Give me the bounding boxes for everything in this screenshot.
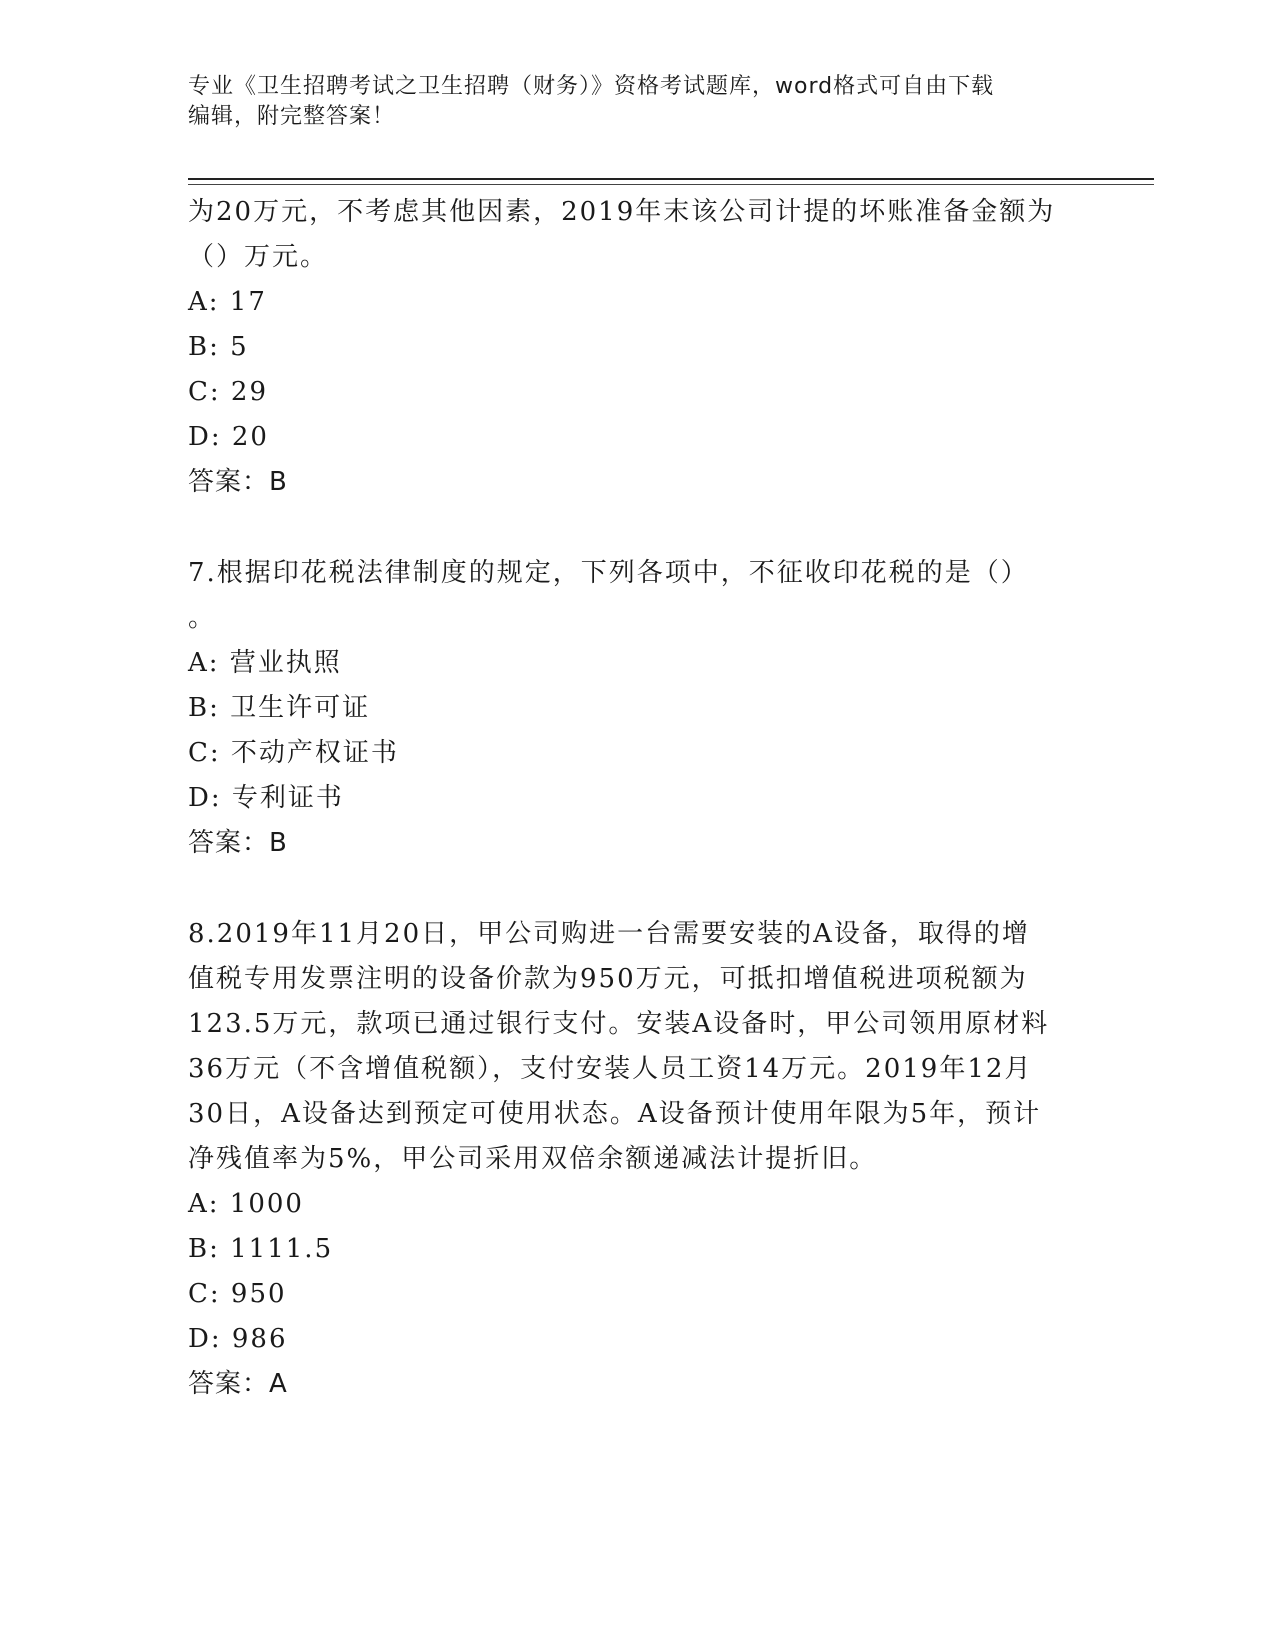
answer-label: 答案：B xyxy=(188,467,288,497)
option-b: B: 卫生许可证 xyxy=(188,693,371,723)
question-stem-line: 123.5万元，款项已通过银行支付。安装A设备时，甲公司领用原材料 xyxy=(188,1009,1050,1039)
question-6 xyxy=(188,190,1088,505)
option-c: C: 29 xyxy=(188,377,269,407)
option-b: B: 5 xyxy=(188,332,249,362)
answer-label: 答案：B xyxy=(188,828,288,858)
option-a: A: 1000 xyxy=(188,1189,304,1219)
header-line-1: 专业《卫生招聘考试之卫生招聘（财务）》资格考试题库，word格式可自由下载 xyxy=(188,74,995,99)
question-stem-line: 30日，A设备达到预定可使用状态。A设备预计使用年限为5年，预计 xyxy=(188,1099,1042,1129)
question-7 xyxy=(188,551,1088,866)
question-stem-line: 8.2019年11月20日，甲公司购进一台需要安装的A设备，取得的增 xyxy=(188,919,1030,949)
header-divider-thin xyxy=(188,184,1154,185)
option-c: C: 950 xyxy=(188,1279,287,1309)
option-d: D: 986 xyxy=(188,1324,288,1354)
option-d: D: 专利证书 xyxy=(188,783,344,813)
document-header xyxy=(188,72,1088,132)
question-stem-line: 7.根据印花税法律制度的规定，下列各项中，不征收印花税的是（） xyxy=(188,558,1029,588)
question-8 xyxy=(188,912,1088,1407)
header-line-2: 编辑，附完整答案！ xyxy=(188,104,396,129)
option-a: A: 营业执照 xyxy=(188,648,342,678)
answer-label: 答案：A xyxy=(188,1369,288,1399)
option-b: B: 1111.5 xyxy=(188,1234,334,1264)
option-c: C: 不动产权证书 xyxy=(188,738,399,768)
question-stem-line: （）万元。 xyxy=(188,242,329,272)
question-stem-line: 。 xyxy=(188,603,217,633)
option-a: A: 17 xyxy=(188,287,267,317)
question-stem-line: 为20万元，不考虑其他因素，2019年末该公司计提的坏账准备金额为 xyxy=(188,197,1056,227)
question-gap xyxy=(188,866,1088,912)
question-stem-line: 值税专用发票注明的设备价款为950万元，可抵扣增值税进项税额为 xyxy=(188,964,1028,994)
question-gap xyxy=(188,505,1088,551)
question-stem-line: 36万元（不含增值税额），支付安装人员工资14万元。2019年12月 xyxy=(188,1054,1033,1084)
header-divider-thick xyxy=(188,178,1154,180)
option-d: D: 20 xyxy=(188,422,269,452)
question-list xyxy=(188,190,1088,1407)
question-stem-line: 净残值率为5%，甲公司采用双倍余额递减法计提折旧。 xyxy=(188,1144,878,1174)
